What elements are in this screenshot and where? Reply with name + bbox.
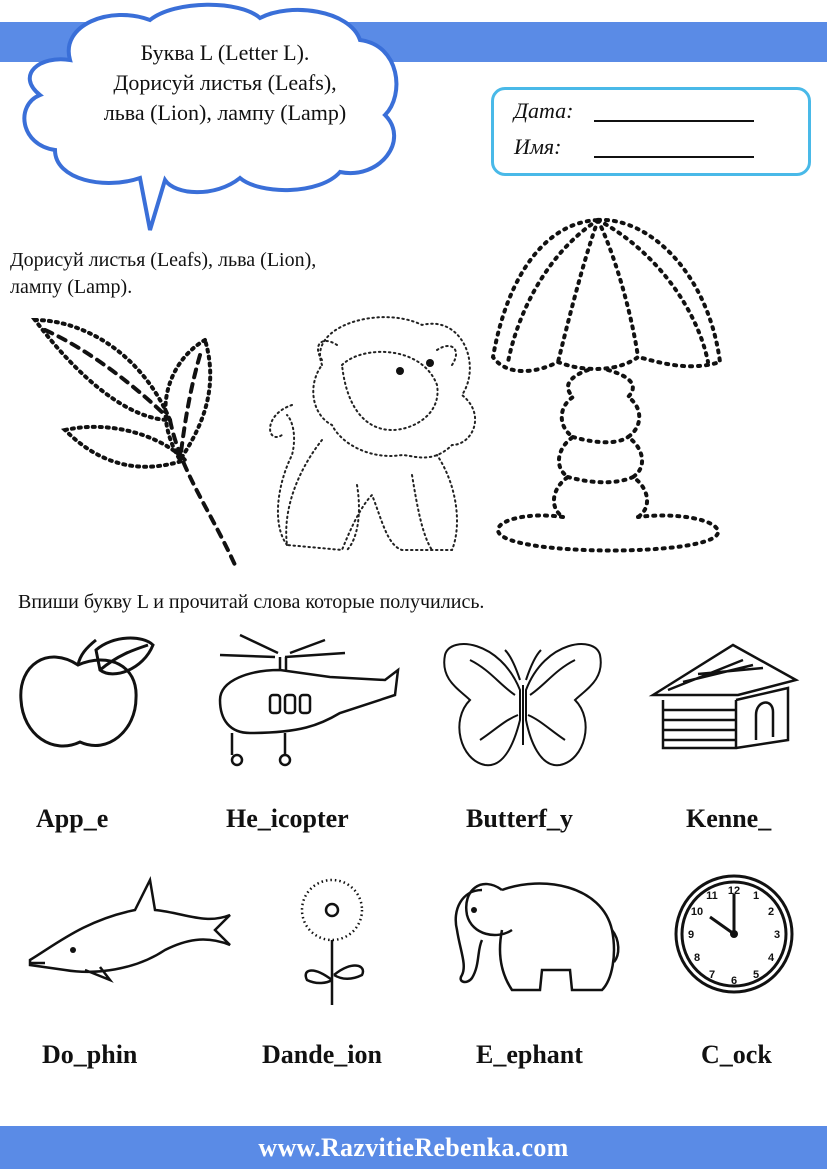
leaf-tracing-drawing <box>20 310 250 580</box>
bubble-line-2: Дорисуй листья (Leafs), <box>113 70 337 95</box>
clock-picture <box>672 872 797 997</box>
word-apple: App_e <box>36 804 109 833</box>
word-butterfly: Butterf_y <box>466 804 573 833</box>
svg-text:12: 12 <box>727 885 741 897</box>
word-helicopter: He_icopter <box>226 804 349 833</box>
dandelion-picture <box>292 875 382 1010</box>
bubble-line-3: льва (Lion), лампу (Lamp) <box>103 100 347 125</box>
bubble-text <box>60 38 390 128</box>
svg-text:2: 2 <box>767 906 775 918</box>
name-label: Имя: <box>514 134 562 159</box>
svg-text:4: 4 <box>767 952 775 964</box>
elephant-picture <box>442 870 622 1000</box>
word-elephant: E_ephant <box>476 1040 583 1069</box>
lion-tracing-drawing <box>262 305 512 570</box>
svg-text:10: 10 <box>690 906 704 918</box>
svg-text:11: 11 <box>706 890 718 902</box>
svg-text:1: 1 <box>752 890 760 902</box>
kennel-picture <box>648 640 798 755</box>
svg-text:3: 3 <box>773 929 781 941</box>
svg-text:5: 5 <box>752 969 760 981</box>
svg-text:6: 6 <box>730 975 738 987</box>
date-name-box <box>491 87 811 176</box>
date-label: Дата: <box>514 98 574 123</box>
bubble-line-1: Буква L (Letter L). <box>140 40 310 65</box>
tracing-instruction <box>10 247 430 301</box>
tracing-instruction-line-2: лампу (Lamp). <box>10 276 133 298</box>
word-clock: C_ock <box>701 1040 772 1069</box>
word-dolphin: Do_phin <box>42 1040 138 1069</box>
footer-url[interactable]: www.RazvitieRebenka.com <box>258 1133 569 1162</box>
svg-text:8: 8 <box>693 952 701 964</box>
svg-text:7: 7 <box>708 969 716 981</box>
word-kennel: Kenne_ <box>686 804 772 833</box>
apple-picture <box>18 630 158 755</box>
word-dandelion: Dande_ion <box>262 1040 382 1069</box>
exercise-instruction: Впиши букву L и прочитай слова которые получились. <box>18 591 485 613</box>
lamp-tracing-drawing <box>488 212 728 572</box>
name-field[interactable] <box>594 156 754 158</box>
helicopter-picture <box>210 625 405 775</box>
butterfly-picture <box>440 630 605 775</box>
date-field[interactable] <box>594 120 754 122</box>
tracing-instruction-line-1: Дорисуй листья (Leafs), льва (Lion), <box>10 249 317 271</box>
dolphin-picture <box>25 875 235 985</box>
svg-text:9: 9 <box>687 929 695 941</box>
